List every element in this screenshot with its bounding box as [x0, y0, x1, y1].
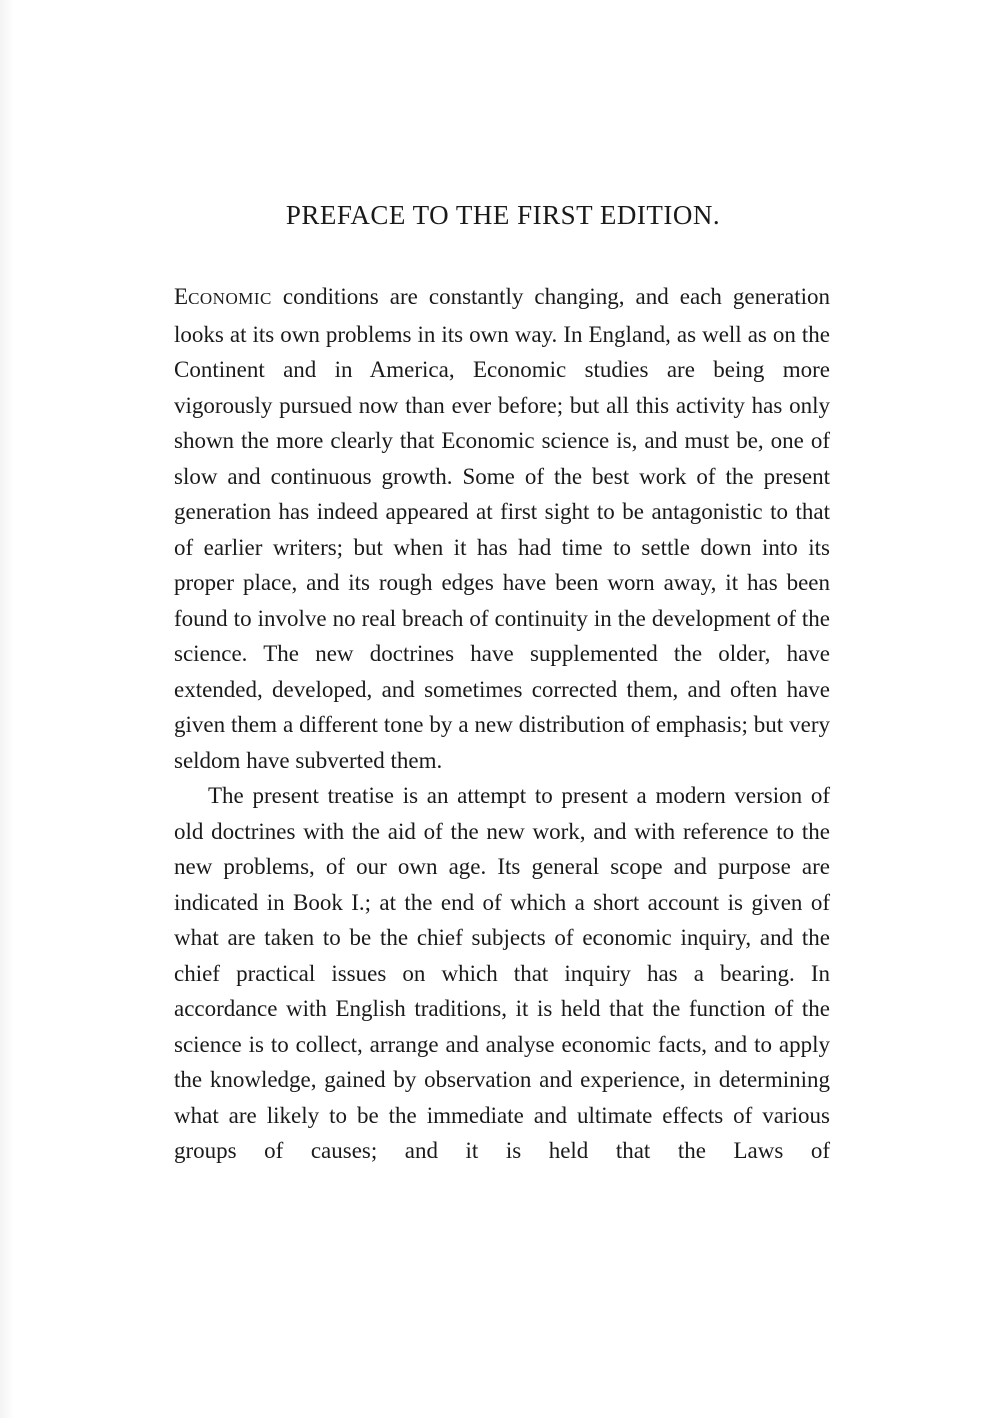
small-caps-initial: E [174, 284, 189, 309]
paragraph-1 [174, 279, 830, 778]
small-caps-word: CONOMIC [188, 289, 272, 308]
preface-body [174, 279, 830, 1169]
paragraph-2: The present treatise is an attempt to present a modern version of old doctrines with the aid of the new work, and with reference to the new problems, of our own age. Its general scope and purpose are indicated in Book I.; at the end of which a short account is given of what are taken to be the chief subjects of economic inquiry, and the chief practical issues on which that inquiry has a bearing. In accordance with English traditions, it is held that the function of the science is to collect, arrange and analyse economic facts, and to apply the knowledge, gained by observation and experience, in determining what are likely to be the immediate and ultimate effects of various groups of causes; and it is held that the Laws of [174, 783, 830, 1163]
preface-title: PREFACE TO THE FIRST EDITION. [285, 200, 721, 230]
paragraph-1-text: conditions are constantly changing, and each generation looks at its own problems in its own way. In England, as well as on the Continent and in America, Economic studies are being more vigorously pursued now than ever before; but all this activity has only shown the more clearly that Economic science is, and must be, one of slow and continuous growth. Some of the best work of the present generation has indeed appeared at first sight to be antagonistic to that of earlier writers; but when it has had time to settle down into its proper place, and its rough edges have been worn away, it has been found to involve no real breach of continuity in the development of the science. The new doctrines have supplemented the older, have extended, developed, and sometimes corrected them, and often have given them a different tone by a new distribution of emphasis; but very seldom have subverted them. [174, 284, 830, 773]
